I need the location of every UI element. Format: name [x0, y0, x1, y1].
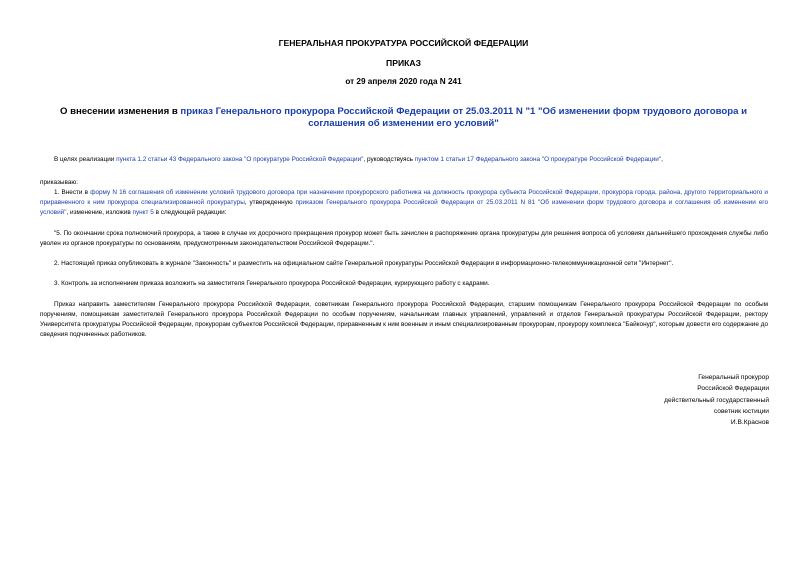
preamble-link-2[interactable]: пунктом 1 статьи 17 Федерального закона "О прокуратуре Российской Федерации"	[414, 156, 662, 163]
title-link[interactable]: приказ Генерального прокурора Российской Федерации от 25.03.2011 N "1 "Об изменении форм трудового договора и соглашения об изменении его условий"	[180, 106, 748, 129]
item1-link-point5[interactable]: пункт 5	[132, 209, 154, 216]
item1-text-4: в следующей редакции:	[153, 209, 227, 216]
quote-text: "5. По окончании срока полномочий прокурора, а также в случае их досрочного прекращения прокурор может быть зачислен в распоряжение органа прокуратуры для решения вопроса об условиях дальнейшего прохождения службы либо уволен из органов прокуратуры по основаниям, предусмотренным законодательством Российской Федерации.".	[40, 230, 768, 247]
title-prefix: О внесении изменения в	[59, 106, 181, 117]
quote-paragraph	[40, 229, 768, 249]
signature-line-2: Российской Федерации	[697, 385, 769, 393]
preamble-link-1[interactable]: пункта 1.2 статьи 43 Федерального закона "О прокуратуре Российской Федерации"	[116, 156, 364, 163]
item1-link-form16[interactable]: форму N 16 соглашения об изменении условий трудового договора при назначении прокурорского работника на должность прокурора субъекта Российской Федерации, прокурора города, района, другого территориального и приравненного к ним прокурора специализированной прокуратуры	[40, 189, 768, 206]
item2-text: 2. Настоящий приказ опубликовать в журнале "Законность" и разместить на официальном сайте Генеральной прокуратуры Российской Федерации в информационно-телекоммуникационной сети "Интернет".	[54, 260, 674, 267]
item1-link-order81[interactable]: приказом Генерального прокурора Российской Федерации от 25.03.2011 N 81 "Об изменении форм трудового договора и соглашения об изменении его условий"	[40, 199, 768, 216]
item1-text-2: , утвержденную	[244, 199, 296, 206]
item-3-paragraph	[40, 279, 768, 289]
item-2-paragraph	[40, 259, 768, 269]
distribution-text: Приказ направить заместителям Генерального прокурора Российской Федерации, советникам Генерального прокурора Российской Федерации, старшим помощникам Генерального прокурора Российской Федерации по особым поручениям, помощникам заместителей Генерального прокурора Российской Федерации по особым поручениям, начальникам главных управлений, управлений и отделов Генеральной прокуратуры Российской Федерации, ректору Университета прокуратуры Российской Федерации, прокурорам субъектов Российской Федерации, приравненным к ним военным и иным специализированным прокурорам, прокурору комплекса "Байконур", которым довести его содержание до сведения подчиненных работников.	[40, 301, 768, 338]
preamble-text-1: В целях реализации	[54, 156, 117, 163]
item1-text-1: 1. Внести в	[54, 189, 91, 196]
order-word: приказываю:	[40, 179, 78, 186]
signature-line-1: Генеральный прокурор	[698, 374, 769, 381]
preamble-text-2: , руководствуясь	[363, 156, 415, 163]
item3-text: 3. Контроль за исполнением приказа возложить на заместителя Генерального прокурора Российской Федерации, курирующего работу с кадрами.	[54, 280, 490, 287]
signature-line-3: действительный государственный	[664, 396, 769, 404]
distribution-paragraph	[40, 300, 768, 340]
signature-block	[560, 372, 769, 428]
item1-text-3: , изменение, изложив	[66, 209, 133, 216]
document-title	[40, 106, 767, 130]
preamble-text-3: ,	[661, 156, 663, 163]
org-heading: ГЕНЕРАЛЬНАЯ ПРОКУРАТУРА РОССИЙСКОЙ ФЕДЕРАЦИИ	[278, 38, 529, 48]
date-number: от 29 апреля 2020 года N 241	[345, 77, 462, 86]
item-1-paragraph	[40, 188, 768, 218]
signature-line-4: советник юстиции	[713, 407, 769, 415]
signature-line-5: И.В.Краснов	[730, 419, 769, 427]
doc-type-heading: ПРИКАЗ	[386, 58, 421, 68]
preamble-paragraph	[40, 155, 768, 165]
